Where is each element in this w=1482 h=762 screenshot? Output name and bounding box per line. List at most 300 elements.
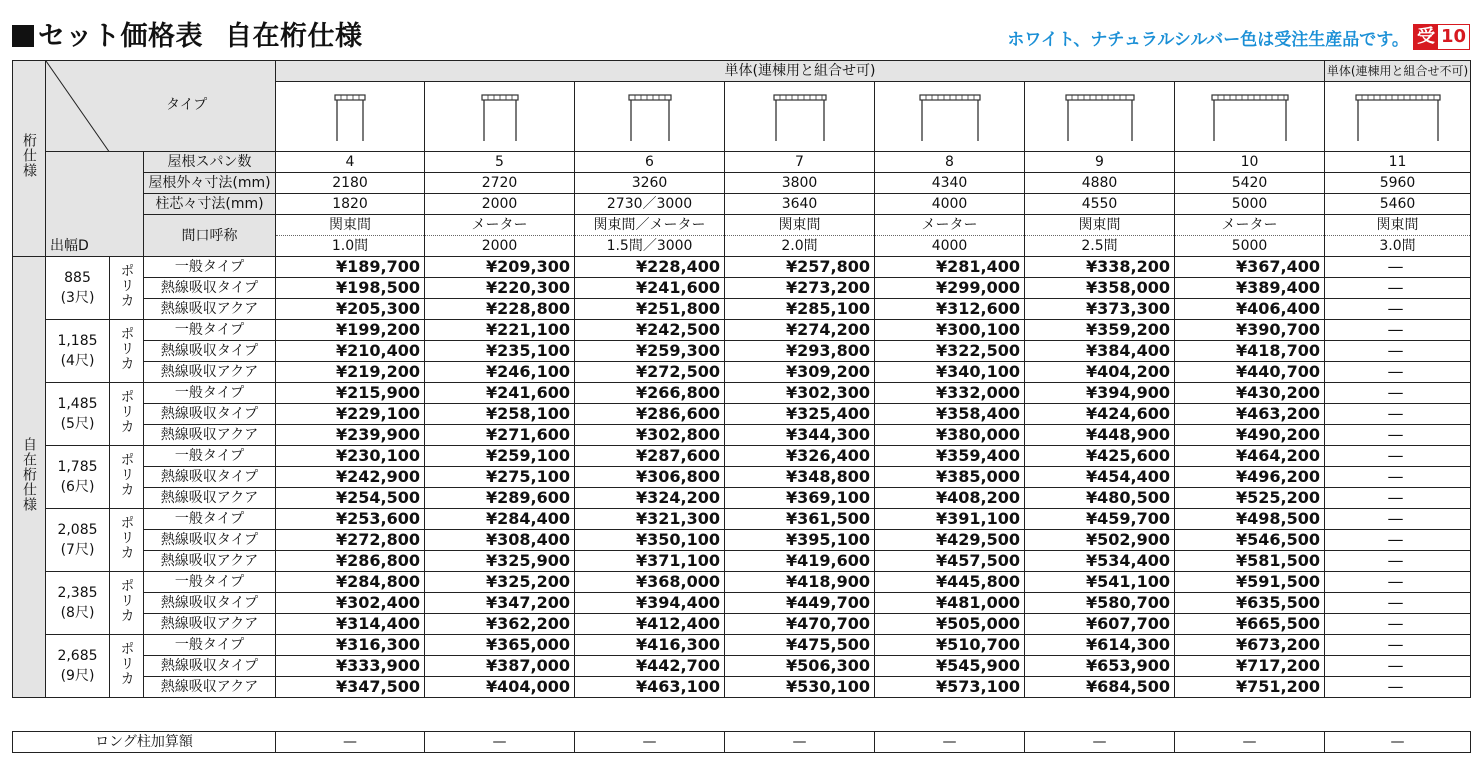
spec-pillar-value: 5460 — [1325, 194, 1471, 215]
depth-shaku: (6尺) — [60, 479, 95, 495]
long-pillar-value: — — [1025, 732, 1175, 753]
carport-type-icon — [623, 91, 677, 143]
price-cell: ¥389,400 — [1175, 278, 1325, 299]
price-cell: ¥430,200 — [1175, 383, 1325, 404]
price-cell: ¥581,500 — [1175, 551, 1325, 572]
price-cell: ¥367,400 — [1175, 257, 1325, 278]
price-cell: ¥525,200 — [1175, 488, 1325, 509]
price-cell: ¥205,300 — [276, 299, 425, 320]
price-cell: ¥424,600 — [1025, 404, 1175, 425]
panel-type: 熱線吸収アクア — [144, 362, 276, 383]
spec-outer-value: 3800 — [725, 173, 875, 194]
panel-type: 熱線吸収アクア — [144, 614, 276, 635]
price-cell: ¥286,800 — [276, 551, 425, 572]
price-cell: ¥385,000 — [875, 467, 1025, 488]
price-cell: ¥440,700 — [1175, 362, 1325, 383]
price-cell: ¥368,000 — [575, 572, 725, 593]
depth-value: 2,385 — [57, 585, 98, 601]
price-cell: ¥614,300 — [1025, 635, 1175, 656]
subtitle-text: 自在桁仕様 — [225, 21, 363, 52]
panel-type: 一般タイプ — [144, 320, 276, 341]
spec-outer-value: 2720 — [425, 173, 575, 194]
type-icon-cell — [276, 82, 425, 152]
price-cell: ¥312,600 — [875, 299, 1025, 320]
price-cell: ¥209,300 — [425, 257, 575, 278]
price-cell: ¥347,200 — [425, 593, 575, 614]
panel-type: 一般タイプ — [144, 383, 276, 404]
price-cell: ¥449,700 — [725, 593, 875, 614]
table-row — [13, 656, 1471, 677]
price-cell: — — [1325, 320, 1471, 341]
carport-type-icon — [1206, 91, 1294, 143]
panel-type: 熱線吸収タイプ — [144, 278, 276, 299]
price-cell: ¥324,200 — [575, 488, 725, 509]
notice-text: ホワイト、ナチュラルシルバー色は受注生産品です。 — [1007, 29, 1409, 50]
price-cell: ¥326,400 — [725, 446, 875, 467]
panel-type: 一般タイプ — [144, 572, 276, 593]
spec-outer-value: 2180 — [276, 173, 425, 194]
frontage-system: メーター — [425, 215, 575, 236]
price-cell: ¥333,900 — [276, 656, 425, 677]
price-cell: ¥464,200 — [1175, 446, 1325, 467]
price-cell: ¥751,200 — [1175, 677, 1325, 698]
price-cell: ¥272,500 — [575, 362, 725, 383]
depth-cell — [46, 383, 110, 446]
depth-cell — [46, 509, 110, 572]
panel-type: 一般タイプ — [144, 635, 276, 656]
type-icon-cell — [725, 82, 875, 152]
price-cell: ¥653,900 — [1025, 656, 1175, 677]
table-row — [13, 677, 1471, 698]
group-not-joinable: 単体(連棟用と組合せ不可) — [1325, 61, 1471, 82]
frontage-size: 2.0間 — [725, 236, 875, 257]
price-cell: ¥429,500 — [875, 530, 1025, 551]
badge-label: 受 — [1414, 25, 1438, 49]
price-cell: ¥275,100 — [425, 467, 575, 488]
frontage-system: 関東間 — [276, 215, 425, 236]
price-cell: ¥253,600 — [276, 509, 425, 530]
price-cell: ¥384,400 — [1025, 341, 1175, 362]
price-cell: ¥259,300 — [575, 341, 725, 362]
depth-cell — [46, 320, 110, 383]
depth-value: 885 — [64, 270, 91, 286]
panel-type: 熱線吸収アクア — [144, 677, 276, 698]
price-cell: ¥347,500 — [276, 677, 425, 698]
diagonal-line-icon — [46, 61, 276, 152]
price-cell: ¥246,100 — [425, 362, 575, 383]
type-icon-cell — [1025, 82, 1175, 152]
type-corner-cell — [46, 61, 276, 152]
price-cell: ¥289,600 — [425, 488, 575, 509]
panel-type: 熱線吸収タイプ — [144, 341, 276, 362]
frontage-system: 関東間 — [1025, 215, 1175, 236]
price-cell: ¥241,600 — [425, 383, 575, 404]
price-cell: ¥717,200 — [1175, 656, 1325, 677]
price-cell: ¥580,700 — [1025, 593, 1175, 614]
panel-type: 一般タイプ — [144, 446, 276, 467]
price-cell: ¥285,100 — [725, 299, 875, 320]
table-row — [13, 467, 1471, 488]
price-cell: ¥684,500 — [1025, 677, 1175, 698]
price-cell: ¥408,200 — [875, 488, 1025, 509]
header-row-pillar — [13, 194, 1471, 215]
price-cell: ¥490,200 — [1175, 425, 1325, 446]
table-row — [13, 404, 1471, 425]
panel-type: 熱線吸収タイプ — [144, 656, 276, 677]
price-cell: ¥416,300 — [575, 635, 725, 656]
group-joinable: 単体(連棟用と組合せ可) — [276, 61, 1325, 82]
spec-spans-value: 6 — [575, 152, 725, 173]
price-cell: ¥463,100 — [575, 677, 725, 698]
spec-outer-value: 3260 — [575, 173, 725, 194]
price-cell: — — [1325, 677, 1471, 698]
material-cell — [110, 320, 144, 383]
price-cell: ¥541,100 — [1025, 572, 1175, 593]
frontage-system: メーター — [1175, 215, 1325, 236]
price-cell: ¥391,100 — [875, 509, 1025, 530]
price-cell: ¥299,000 — [875, 278, 1025, 299]
body-side-label — [13, 257, 46, 698]
price-cell: ¥302,800 — [575, 425, 725, 446]
price-cell: ¥546,500 — [1175, 530, 1325, 551]
long-pillar-value: — — [575, 732, 725, 753]
price-cell: ¥325,900 — [425, 551, 575, 572]
spec-spans-value: 8 — [875, 152, 1025, 173]
price-cell: ¥325,200 — [425, 572, 575, 593]
price-cell: ¥404,000 — [425, 677, 575, 698]
price-cell: ¥332,000 — [875, 383, 1025, 404]
price-cell: ¥445,800 — [875, 572, 1025, 593]
price-cell: ¥530,100 — [725, 677, 875, 698]
long-pillar-value: — — [425, 732, 575, 753]
frontage-size: 3.0間 — [1325, 236, 1471, 257]
depth-label: 出幅D — [50, 238, 89, 254]
price-cell: ¥239,900 — [276, 425, 425, 446]
price-cell: ¥284,400 — [425, 509, 575, 530]
price-cell: — — [1325, 551, 1471, 572]
price-cell: ¥394,900 — [1025, 383, 1175, 404]
price-cell: ¥480,500 — [1025, 488, 1175, 509]
depth-shaku: (9尺) — [60, 668, 95, 684]
price-cell: ¥387,000 — [425, 656, 575, 677]
price-cell: ¥496,200 — [1175, 467, 1325, 488]
spec-row-label: 間口呼称 — [144, 215, 276, 257]
price-cell: ¥258,100 — [425, 404, 575, 425]
price-cell: ¥198,500 — [276, 278, 425, 299]
depth-shaku: (7尺) — [60, 542, 95, 558]
panel-type: 一般タイプ — [144, 257, 276, 278]
price-cell: ¥545,900 — [875, 656, 1025, 677]
frontage-system: メーター — [875, 215, 1025, 236]
price-cell: ¥365,000 — [425, 635, 575, 656]
price-table — [12, 60, 1471, 698]
price-cell: ¥199,200 — [276, 320, 425, 341]
price-cell: ¥534,400 — [1025, 551, 1175, 572]
spec-outer-value: 5960 — [1325, 173, 1471, 194]
panel-type: 熱線吸収アクア — [144, 488, 276, 509]
spec-row-label: 柱芯々寸法(mm) — [144, 194, 276, 215]
price-cell: ¥228,400 — [575, 257, 725, 278]
depth-shaku: (3尺) — [60, 290, 95, 306]
table-row — [13, 320, 1471, 341]
depth-cell — [46, 572, 110, 635]
depth-cell — [46, 257, 110, 320]
table-row — [13, 509, 1471, 530]
price-cell: ¥257,800 — [725, 257, 875, 278]
long-pillar-value: — — [725, 732, 875, 753]
carport-type-icon — [329, 91, 371, 143]
price-cell: — — [1325, 593, 1471, 614]
long-pillar-value: — — [1325, 732, 1471, 753]
table-row — [13, 341, 1471, 362]
price-cell: ¥242,900 — [276, 467, 425, 488]
panel-type: 熱線吸収アクア — [144, 425, 276, 446]
panel-type: 熱線吸収アクア — [144, 299, 276, 320]
price-cell: ¥251,800 — [575, 299, 725, 320]
panel-type: 熱線吸収タイプ — [144, 467, 276, 488]
material-label: ポリカ — [118, 640, 135, 686]
type-icon-cell — [1325, 82, 1471, 152]
price-cell: ¥505,000 — [875, 614, 1025, 635]
price-cell: ¥302,400 — [276, 593, 425, 614]
panel-type: 熱線吸収タイプ — [144, 530, 276, 551]
table-row — [13, 278, 1471, 299]
frontage-size: 4000 — [875, 236, 1025, 257]
price-cell: — — [1325, 614, 1471, 635]
material-label: ポリカ — [118, 388, 135, 434]
price-cell: ¥419,600 — [725, 551, 875, 572]
material-cell — [110, 446, 144, 509]
price-cell: ¥390,700 — [1175, 320, 1325, 341]
price-cell: ¥404,200 — [1025, 362, 1175, 383]
material-label: ポリカ — [118, 451, 135, 497]
spec-spans-value: 9 — [1025, 152, 1175, 173]
price-cell: ¥306,800 — [575, 467, 725, 488]
price-cell: ¥221,100 — [425, 320, 575, 341]
price-cell: ¥259,100 — [425, 446, 575, 467]
material-cell — [110, 257, 144, 320]
material-cell — [110, 635, 144, 698]
panel-type: 熱線吸収タイプ — [144, 593, 276, 614]
material-cell — [110, 509, 144, 572]
price-cell: ¥448,900 — [1025, 425, 1175, 446]
price-cell: ¥286,600 — [575, 404, 725, 425]
spec-spans-value: 4 — [276, 152, 425, 173]
price-cell: — — [1325, 488, 1471, 509]
long-pillar-table — [12, 731, 1471, 753]
notice — [1007, 24, 1470, 50]
material-cell — [110, 572, 144, 635]
price-cell: ¥418,700 — [1175, 341, 1325, 362]
spec-pillar-value: 4000 — [875, 194, 1025, 215]
depth-shaku: (5尺) — [60, 416, 95, 432]
panel-type: 熱線吸収タイプ — [144, 404, 276, 425]
price-cell: ¥228,800 — [425, 299, 575, 320]
price-cell: ¥607,700 — [1025, 614, 1175, 635]
frontage-size: 5000 — [1175, 236, 1325, 257]
spec-pillar-value: 5000 — [1175, 194, 1325, 215]
price-cell: ¥229,100 — [276, 404, 425, 425]
price-cell: ¥340,100 — [875, 362, 1025, 383]
price-cell: ¥369,100 — [725, 488, 875, 509]
price-cell: — — [1325, 404, 1471, 425]
price-cell: — — [1325, 530, 1471, 551]
spec-pillar-value: 4550 — [1025, 194, 1175, 215]
carport-type-icon — [1060, 91, 1140, 143]
price-cell: ¥373,300 — [1025, 299, 1175, 320]
price-cell: — — [1325, 341, 1471, 362]
panel-type: 一般タイプ — [144, 509, 276, 530]
material-label: ポリカ — [118, 262, 135, 308]
spec-outer-value: 5420 — [1175, 173, 1325, 194]
depth-cell — [46, 635, 110, 698]
table-row — [13, 551, 1471, 572]
table-row — [13, 299, 1471, 320]
price-cell: ¥242,500 — [575, 320, 725, 341]
frontage-size: 2000 — [425, 236, 575, 257]
price-cell: ¥442,700 — [575, 656, 725, 677]
badge-number: 10 — [1438, 25, 1469, 49]
price-cell: — — [1325, 278, 1471, 299]
price-cell: ¥271,600 — [425, 425, 575, 446]
price-cell: ¥266,800 — [575, 383, 725, 404]
spec-spans-value: 7 — [725, 152, 875, 173]
price-cell: ¥635,500 — [1175, 593, 1325, 614]
price-cell: ¥359,200 — [1025, 320, 1175, 341]
price-cell: ¥358,000 — [1025, 278, 1175, 299]
price-cell: ¥274,200 — [725, 320, 875, 341]
price-cell: — — [1325, 299, 1471, 320]
price-cell: ¥287,600 — [575, 446, 725, 467]
price-cell: — — [1325, 383, 1471, 404]
carport-type-icon — [1350, 91, 1446, 143]
header-row-spans — [13, 152, 1471, 173]
spec-side-label — [13, 61, 46, 257]
frontage-system: 関東間／メーター — [575, 215, 725, 236]
depth-cell — [46, 446, 110, 509]
table-row — [13, 488, 1471, 509]
price-cell: ¥406,400 — [1175, 299, 1325, 320]
table-row — [13, 257, 1471, 278]
price-cell: ¥475,500 — [725, 635, 875, 656]
price-cell: ¥316,300 — [276, 635, 425, 656]
price-cell: ¥591,500 — [1175, 572, 1325, 593]
price-cell: ¥418,900 — [725, 572, 875, 593]
price-cell: ¥308,400 — [425, 530, 575, 551]
price-cell: ¥241,600 — [575, 278, 725, 299]
frontage-size: 2.5間 — [1025, 236, 1175, 257]
title-text: セット価格表 — [38, 21, 203, 52]
table-row — [13, 530, 1471, 551]
depth-shaku: (8尺) — [60, 605, 95, 621]
table-row — [13, 614, 1471, 635]
spec-spans-value: 11 — [1325, 152, 1471, 173]
table-row — [13, 362, 1471, 383]
price-cell: ¥215,900 — [276, 383, 425, 404]
type-label: タイプ — [166, 97, 208, 113]
spec-side-text: 桁仕様 — [21, 133, 37, 178]
spec-spans-value: 5 — [425, 152, 575, 173]
price-cell: ¥321,300 — [575, 509, 725, 530]
price-cell: ¥359,400 — [875, 446, 1025, 467]
price-cell: ¥506,300 — [725, 656, 875, 677]
frontage-size: 1.0間 — [276, 236, 425, 257]
table-row — [13, 572, 1471, 593]
price-cell: — — [1325, 635, 1471, 656]
price-cell: ¥361,500 — [725, 509, 875, 530]
price-cell: ¥457,500 — [875, 551, 1025, 572]
header-row-group — [13, 61, 1471, 82]
depth-value: 2,685 — [57, 648, 98, 664]
price-cell: ¥673,200 — [1175, 635, 1325, 656]
price-cell: ¥219,200 — [276, 362, 425, 383]
price-cell: ¥284,800 — [276, 572, 425, 593]
price-cell: ¥210,400 — [276, 341, 425, 362]
price-cell: — — [1325, 467, 1471, 488]
table-row — [13, 383, 1471, 404]
price-cell: ¥235,100 — [425, 341, 575, 362]
table-row — [13, 425, 1471, 446]
price-cell: ¥273,200 — [725, 278, 875, 299]
price-cell: — — [1325, 257, 1471, 278]
long-pillar-value: — — [276, 732, 425, 753]
price-cell: ¥322,500 — [875, 341, 1025, 362]
price-cell: ¥395,100 — [725, 530, 875, 551]
carport-type-icon — [914, 91, 986, 143]
type-icon-cell — [575, 82, 725, 152]
square-bullet-icon — [12, 25, 34, 47]
spec-row-label: 屋根外々寸法(mm) — [144, 173, 276, 194]
table-row — [13, 446, 1471, 467]
spec-pillar-value: 3640 — [725, 194, 875, 215]
header-row-frontage-top — [13, 215, 1471, 236]
depth-shaku: (4尺) — [60, 353, 95, 369]
long-pillar-value: — — [1175, 732, 1325, 753]
long-pillar-row — [13, 732, 1471, 753]
price-cell: ¥338,200 — [1025, 257, 1175, 278]
price-cell: ¥380,000 — [875, 425, 1025, 446]
price-cell: ¥325,400 — [725, 404, 875, 425]
price-cell: — — [1325, 509, 1471, 530]
spec-pillar-value: 1820 — [276, 194, 425, 215]
price-cell: ¥498,500 — [1175, 509, 1325, 530]
price-cell: ¥293,800 — [725, 341, 875, 362]
price-cell: ¥300,100 — [875, 320, 1025, 341]
price-cell: ¥254,500 — [276, 488, 425, 509]
depth-value: 1,185 — [57, 333, 98, 349]
long-pillar-label: ロング柱加算額 — [13, 732, 276, 753]
price-cell: — — [1325, 656, 1471, 677]
page-title — [12, 14, 363, 53]
price-cell: ¥302,300 — [725, 383, 875, 404]
spec-pillar-value: 2000 — [425, 194, 575, 215]
price-cell: ¥348,800 — [725, 467, 875, 488]
price-cell: ¥665,500 — [1175, 614, 1325, 635]
type-icon-cell — [1175, 82, 1325, 152]
price-cell: ¥358,400 — [875, 404, 1025, 425]
price-cell: ¥314,400 — [276, 614, 425, 635]
material-label: ポリカ — [118, 514, 135, 560]
frontage-size: 1.5間／3000 — [575, 236, 725, 257]
material-label: ポリカ — [118, 577, 135, 623]
price-cell: ¥220,300 — [425, 278, 575, 299]
price-cell: ¥230,100 — [276, 446, 425, 467]
type-icon-cell — [425, 82, 575, 152]
price-cell: — — [1325, 425, 1471, 446]
spec-outer-value: 4880 — [1025, 173, 1175, 194]
table-row — [13, 593, 1471, 614]
price-cell: ¥510,700 — [875, 635, 1025, 656]
